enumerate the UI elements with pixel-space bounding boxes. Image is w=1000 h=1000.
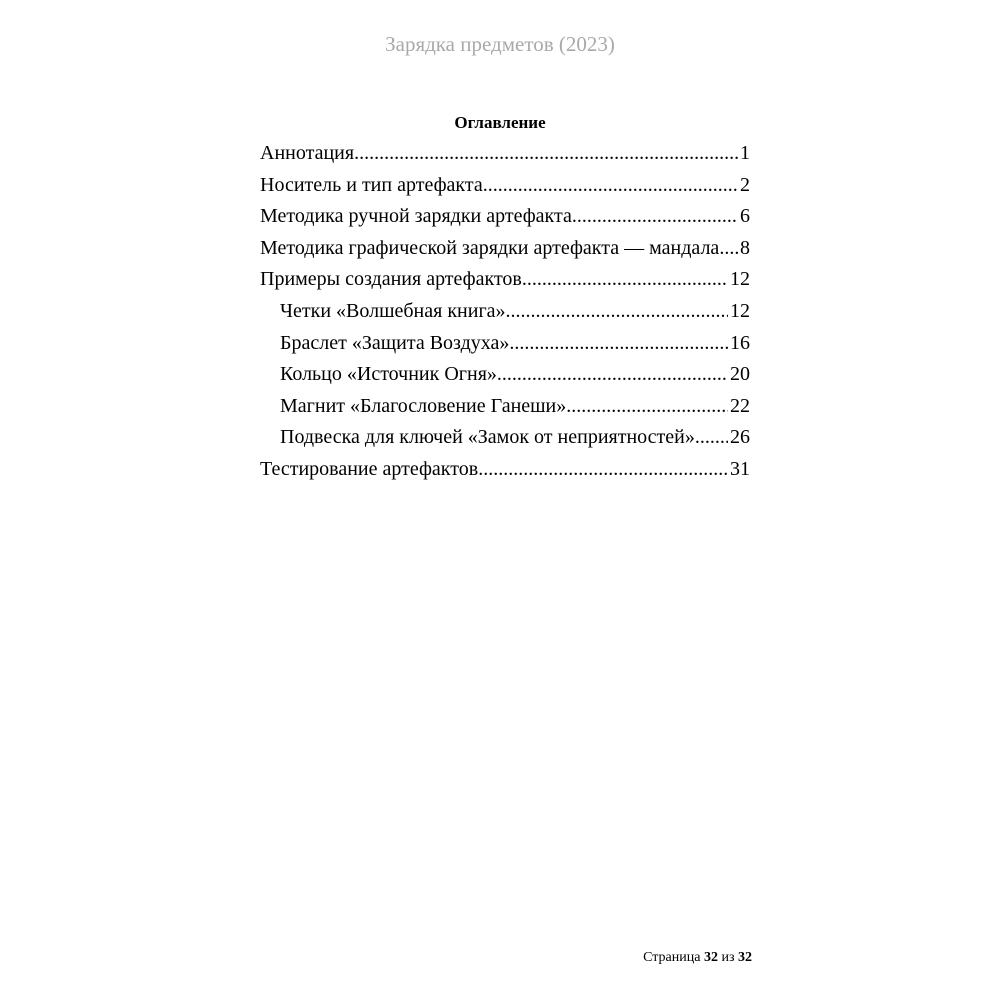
toc-entry-page: 1: [740, 142, 750, 164]
toc-entry-page: 8: [740, 236, 750, 259]
toc-entry-annotation[interactable]: [260, 138, 750, 170]
toc-entry-examples[interactable]: [260, 264, 750, 296]
dot-leader: [354, 138, 738, 170]
toc-entry-label: Методика графической зарядки артефакта — мандала: [260, 236, 720, 259]
toc-entry-label: Четки «Волшебная книга»: [280, 299, 506, 322]
toc-entry-testing[interactable]: [260, 454, 750, 486]
toc-entry-label: Браслет «Защита Воздуха»: [280, 331, 510, 354]
toc-entry-page: 16: [730, 331, 750, 354]
toc-entry-label: Носитель и тип артефакта: [260, 173, 483, 196]
toc-entry-carrier-type[interactable]: [260, 170, 750, 202]
dot-leader: [566, 391, 728, 423]
toc-entry-label: Аннотация: [260, 142, 355, 164]
toc-entry-page: 31: [730, 457, 750, 480]
toc-entry-page: 12: [730, 268, 750, 291]
toc-entry-label: Примеры создания артефактов: [260, 268, 522, 291]
dot-leader: [719, 233, 738, 265]
toc-entry-page: 12: [730, 299, 750, 322]
toc-entry-page: 22: [730, 394, 750, 417]
toc-title: Оглавление: [454, 113, 546, 132]
toc-entry-manual-charging[interactable]: [260, 201, 750, 233]
toc-entry-page: 6: [740, 205, 750, 228]
toc-entry-page: 26: [730, 426, 750, 449]
toc-entry-label: Тестирование артефактов: [260, 457, 479, 480]
footer-total-pages: 32: [738, 950, 752, 965]
dot-leader: [509, 328, 728, 360]
dot-leader: [478, 454, 728, 486]
dot-leader: [483, 170, 738, 202]
dot-leader: [522, 264, 728, 296]
footer-prefix: Страница: [643, 950, 701, 965]
footer-current-page: 32: [703, 950, 718, 965]
toc-entry-page: 20: [730, 363, 750, 386]
toc-entry-label: Методика ручной зарядки артефакта: [260, 205, 572, 228]
footer-separator: из: [721, 950, 735, 965]
dot-leader: [572, 201, 738, 233]
toc-entry-bracelet[interactable]: [260, 328, 750, 360]
toc-entry-page: 2: [740, 173, 750, 196]
toc-entry-rosary[interactable]: [260, 296, 750, 328]
running-header: Зарядка предметов (2023): [385, 32, 615, 56]
dot-leader: [497, 359, 728, 391]
toc-entry-label: Магнит «Благословение Ганеши»: [280, 394, 567, 417]
toc-entry-ring[interactable]: [260, 359, 750, 391]
toc-entry-magnet[interactable]: [260, 391, 750, 423]
toc-entry-keychain[interactable]: [260, 422, 750, 454]
toc-entry-label: Подвеска для ключей «Замок от неприятностей»: [280, 426, 695, 449]
dot-leader: [506, 296, 728, 328]
page-footer: [500, 950, 752, 966]
table-of-contents: [260, 138, 750, 486]
dot-leader: [695, 422, 728, 454]
toc-entry-graphic-charging[interactable]: [260, 233, 750, 265]
toc-entry-label: Кольцо «Источник Огня»: [280, 363, 497, 386]
